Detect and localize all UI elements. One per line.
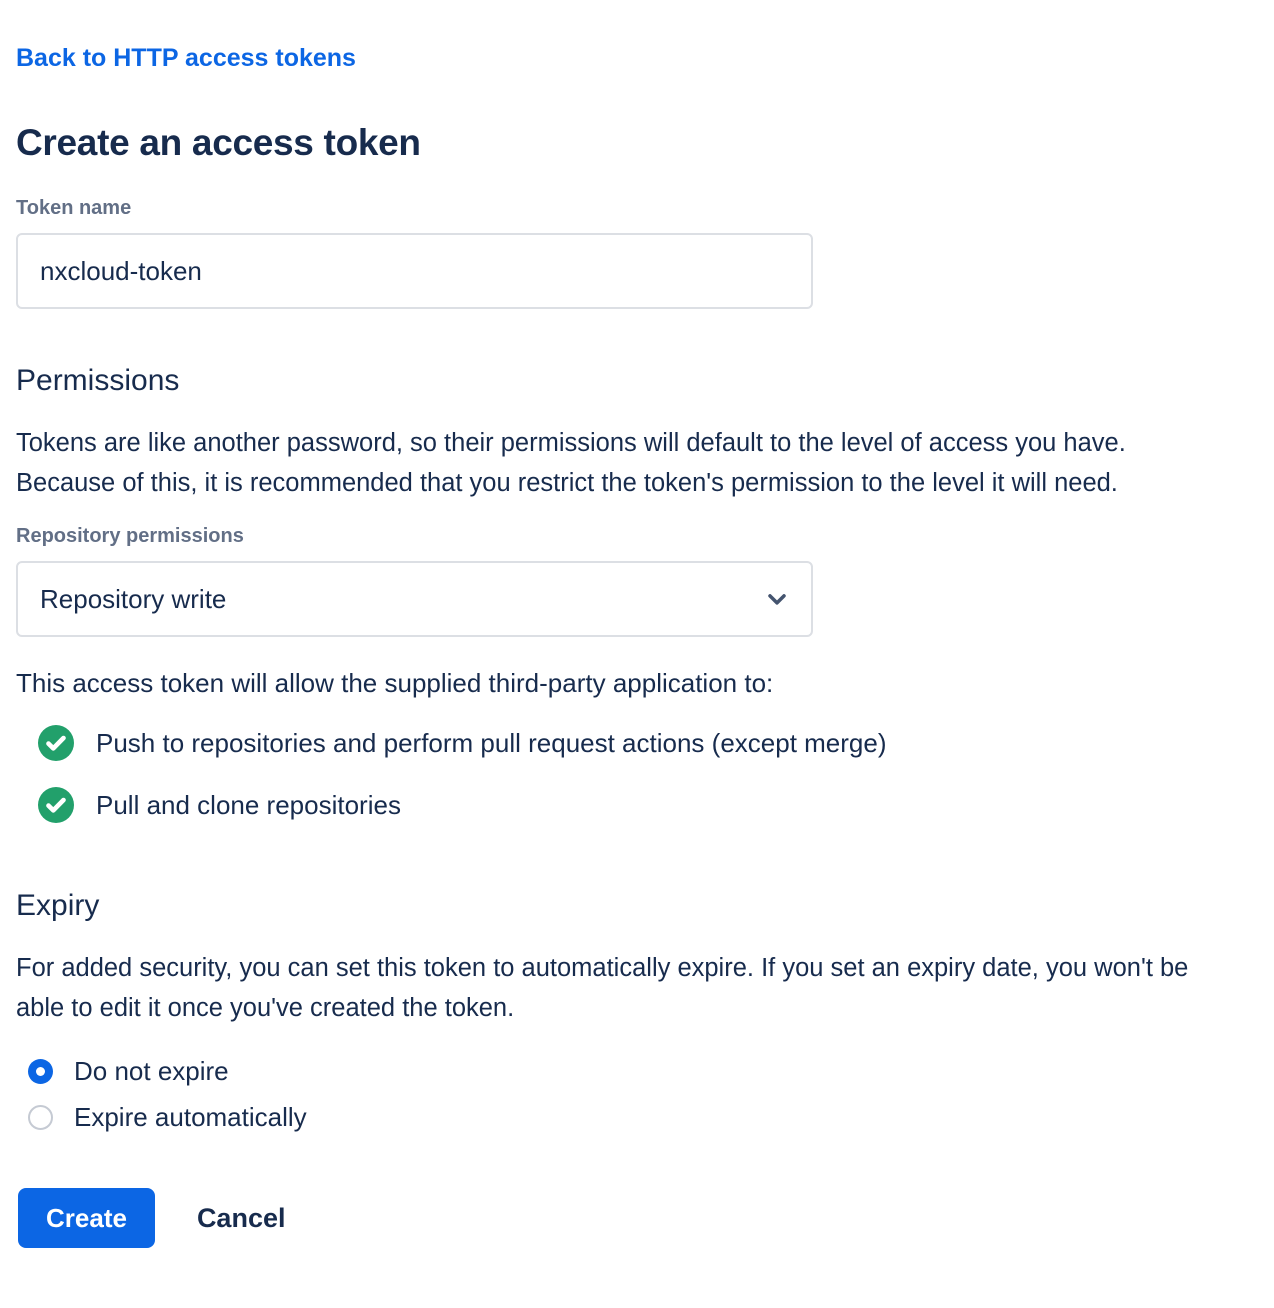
radio-button[interactable]: [28, 1105, 53, 1130]
repository-permissions-label: Repository permissions: [16, 525, 244, 547]
repository-permissions-selected-value: Repository write: [40, 583, 227, 614]
chevron-down-icon: [763, 585, 791, 613]
expiry-heading: Expiry: [16, 889, 100, 922]
capability-label: Push to repositories and perform pull request actions (except merge): [96, 728, 887, 758]
capability-row: [16, 712, 1214, 774]
check-circle-icon: [38, 725, 74, 761]
permissions-description: Tokens are like another password, so their permissions will default to the level of access you have. Because of this, it is recommended that you restrict the token's permission to the level it will need.: [16, 429, 1126, 497]
token-name-label: Token name: [16, 197, 132, 219]
expiry-option-do-not-expire[interactable]: [16, 1048, 1214, 1094]
capability-list: [16, 712, 1214, 836]
cancel-button[interactable]: Cancel: [196, 1202, 286, 1233]
radio-label[interactable]: Do not expire: [74, 1056, 229, 1086]
expiry-radio-group: [16, 1048, 1214, 1140]
create-button[interactable]: Create: [18, 1188, 155, 1248]
radio-label[interactable]: Expire automatically: [74, 1102, 307, 1132]
back-to-http-access-tokens-link[interactable]: Back to HTTP access tokens: [16, 44, 356, 72]
expiry-option-expire-automatically[interactable]: [16, 1094, 1214, 1140]
repository-permissions-select[interactable]: [16, 561, 813, 637]
capability-label: Pull and clone repositories: [96, 790, 401, 820]
form-actions: [16, 1188, 1214, 1248]
page-title: Create an access token: [16, 122, 421, 163]
token-capabilities-intro: This access token will allow the supplied third-party application to:: [16, 668, 774, 698]
expiry-description: For added security, you can set this token to automatically expire. If you set an expiry date, you won't be able to edit it once you've created the token.: [16, 954, 1189, 1022]
permissions-heading: Permissions: [16, 364, 180, 397]
check-circle-icon: [38, 787, 74, 823]
capability-row: [16, 774, 1214, 836]
token-name-input[interactable]: [16, 233, 813, 309]
radio-button[interactable]: [28, 1059, 53, 1084]
